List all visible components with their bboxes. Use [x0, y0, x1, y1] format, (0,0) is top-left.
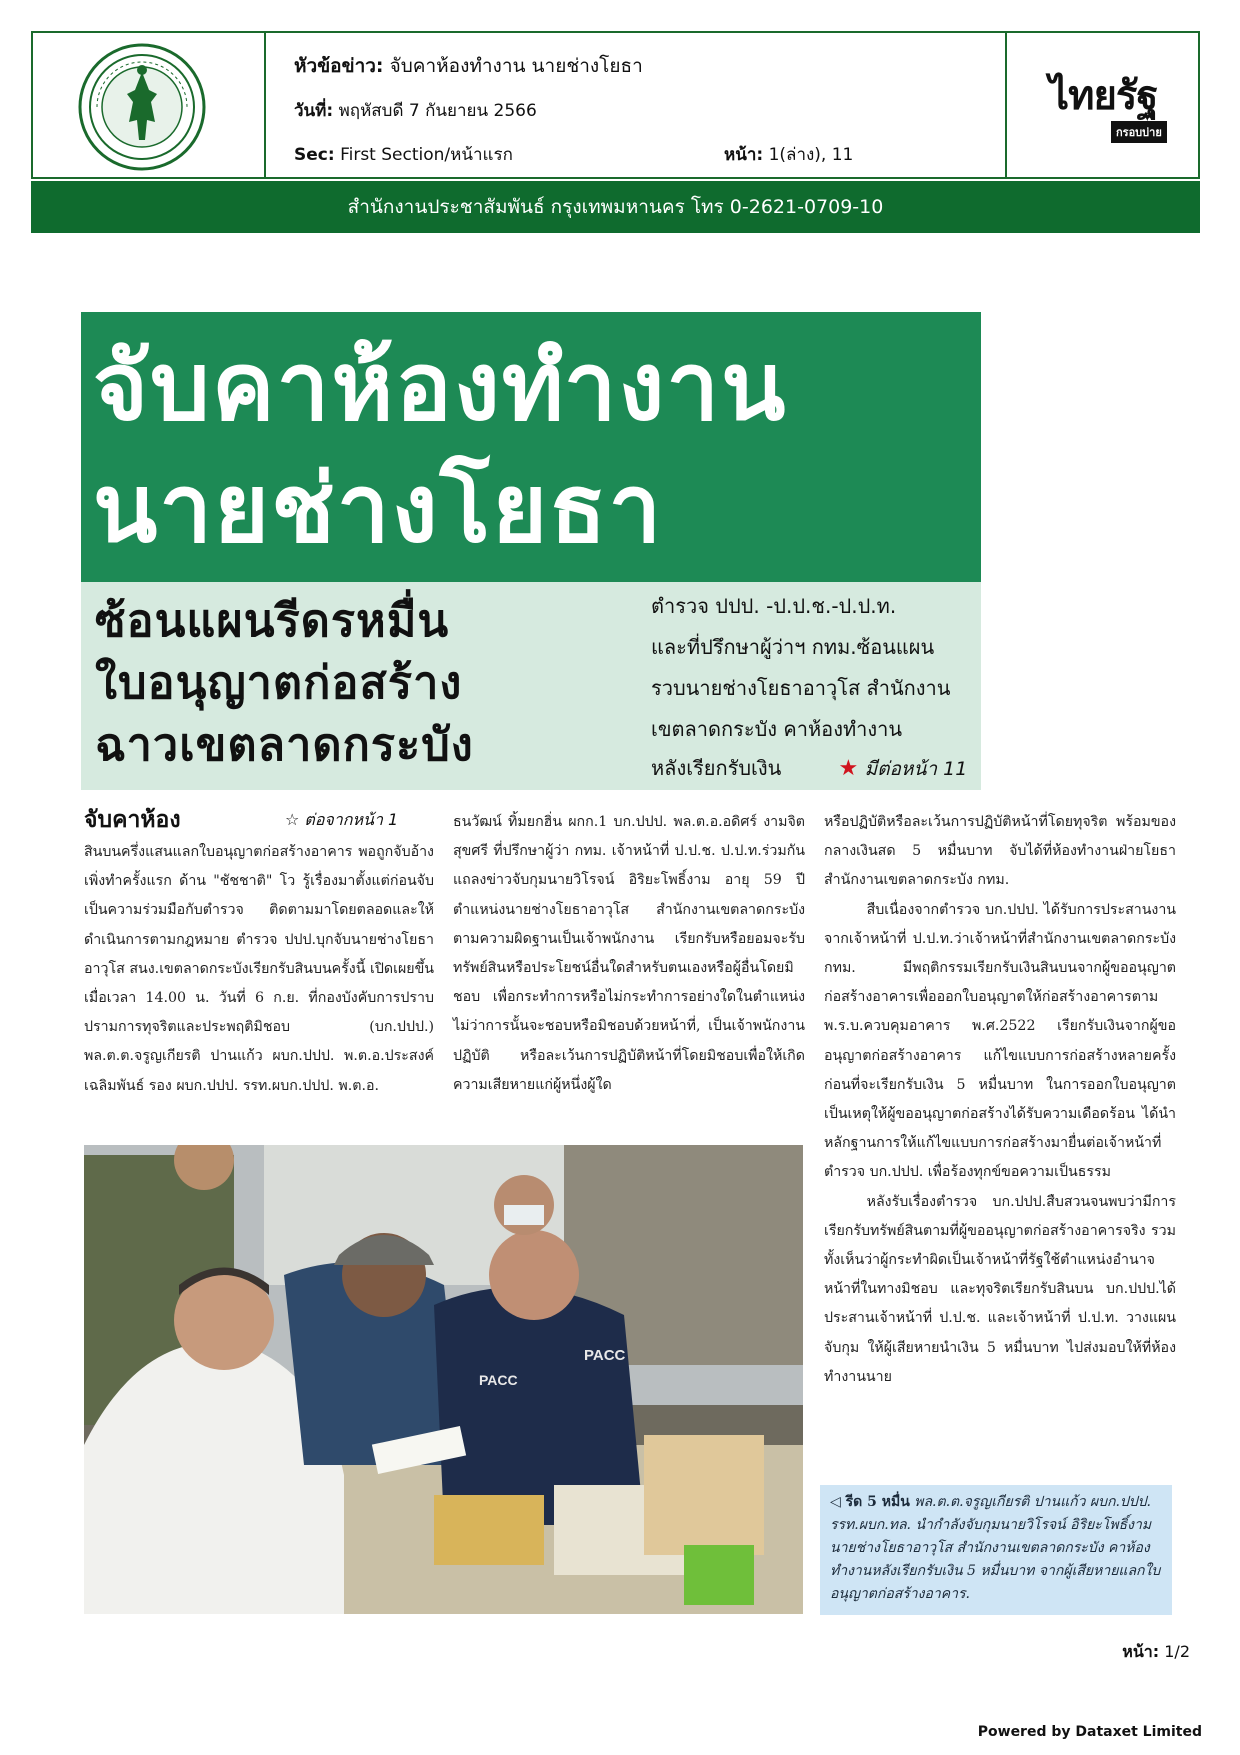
news-header [31, 31, 1200, 179]
caption-lead: ◁ รีด 5 หมื่น [830, 1494, 910, 1510]
subheadline-block [81, 582, 981, 790]
news-photo [84, 1145, 803, 1614]
section-line: Sec: First Section/หน้าแรก [294, 145, 513, 165]
lead-line-1: ตำรวจ ปปป. -ป.ป.ช.-ป.ป.ท. [651, 594, 897, 618]
lead-line-3: รวบนายช่างโยธาอาวุโส สำนักงาน [651, 676, 951, 700]
headline-block [81, 312, 981, 582]
headline-line-2: นายช่างโยธา [93, 455, 664, 564]
lead-line-2: และที่ปรึกษาผู้ว่าฯ กทม.ซ้อนแผน [651, 635, 935, 659]
article-paragraph: สินบนครึ่งแสนแลกใบอนุญาตก่อสร้างอาคาร พอถูกจับอ้างเพิ่งทำครั้งแรก ด้าน "ชัชชาติ" โว รู้เรื่องมาตั้งแต่ก่อนจับ เป็นความร่วมมือกับตำรวจ ติดตามมาโดยตลอดและให้ดำเนินการตามกฎหมาย ตำรวจ ปปป.บุกจับนายช่างโยธาอาวุโส สนง.เขตลาดกระบังเรียกรับสินบนครั้งนี้ เปิดเผยขึ้นเมื่อเวลา 14.00 น. วันที่ 6 ก.ย. ที่กองบังคับการปราบปรามการทุจริตและประพฤติมิชอบ (บก.ปปป.) พล.ต.ต.จรูญเกียรติ ปานแก้ว ผบก.ปปป. พ.ต.อ.ประสงค์ เฉลิมพันธ์ รอง ผบก.ปปป. รรท.ผบก.ปปป. พ.ต.อ. [84, 844, 434, 1094]
vest-label: PACC [479, 1372, 518, 1388]
logo-cell [33, 33, 266, 179]
powered-by: Powered by Dataxet Limited [977, 1724, 1202, 1740]
subheadline-3: ฉาวเขตลาดกระบัง [95, 718, 474, 771]
subject-line: หัวข้อข่าว: จับคาห้องทำงาน นายช่างโยธา [294, 55, 643, 77]
column-heading: จับคาห้อง [84, 807, 181, 833]
office-bar: สำนักงานประชาสัมพันธ์ กรุงเทพมหานคร โทร 0-2621-0709-10 [31, 181, 1200, 233]
caption-text: พล.ต.ต.จรูญเกียรติ ปานแก้ว ผบก.ปปป. รรท.ผบก.ทล. นำกำลังจับกุมนายวิโรจน์ อิริยะโพธิ์งาม นายช่างโยธาอาวุโส สำนักงานเขตลาดกระบัง คาห้องทำงานหลังเรียกรับเงิน 5 หมื่นบาท จากผู้เสียหายแลกใบอนุญาตก่อสร้างอาคาร. [830, 1494, 1161, 1602]
subheadline-2: ใบอนุญาตก่อสร้าง [95, 656, 463, 709]
headline-line-1: จับคาห้องทำงาน [93, 333, 788, 442]
vest-label: PACC [584, 1347, 626, 1364]
continued-note: มีต่อหน้า 11 [864, 758, 968, 780]
page-line: หน้า: 1(ล่าง), 11 [724, 145, 854, 165]
article-paragraph: หรือปฏิบัติหรือละเว้นการปฏิบัติหน้าที่โดยทุจริต พร้อมของกลางเงินสด 5 หมื่นบาท จับได้ที่ห้องทำงานฝ่ายโยธา สำนักงานเขตลาดกระบัง กทม. [824, 814, 1176, 889]
thairath-logo: ไทยรัฐ [1049, 73, 1158, 119]
article-paragraph: ธนวัฒน์ ทิ้มยกฮิ่น ผกก.1 บก.ปปป. พล.ต.อ.อดิศร์ งามจิตสุขศรี ที่ปรึกษาผู้ว่า กทม. เจ้าหน้าที่ ป.ป.ช. ป.ป.ท.ร่วมกันแถลงข่าวจับกุมนายวิโรจน์ อิริยะโพธิ์งาม อายุ 59 ปี ตำแหน่งนายช่างโยธาอาวุโส สำนักงานเขตลาดกระบัง ตามความผิดฐานเป็นเจ้าพนักงาน เรียกรับหรือยอมจะรับทรัพย์สินหรือประโยชน์อื่นใดสำหรับตนเองหรือผู้อื่นโดยมิชอบ เพื่อกระทำการหรือไม่กระทำการอย่างใดในตำแหน่ง ไม่ว่าการนั้นจะชอบหรือมิชอบด้วยหน้าที่, เป็นเจ้าพนักงานปฏิบัติ หรือละเว้นการปฏิบัติหน้าที่โดยมิชอบเพื่อให้เกิดความเสียหายแก่ผู้หนึ่งผู้ใด [453, 814, 805, 1093]
bma-seal-logo [77, 42, 207, 172]
date-line: วันที่: พฤหัสบดี 7 กันยายน 2566 [294, 101, 537, 121]
article-paragraph: สืบเนื่องจากตำรวจ บก.ปปป. ได้รับการประสานงานจากเจ้าหน้าที่ ป.ป.ท.ว่าเจ้าหน้าที่สำนักงานเขตลาดกระบัง กทม. มีพฤติกรรมเรียกรับเงินสินบนจากผู้ขออนุญาตก่อสร้างอาคารเพื่อออกใบอนุญาตให้ก่อสร้างอาคารตาม พ.ร.บ.ควบคุมอาคาร พ.ศ.2522 เรียกรับเงินจากผู้ขออนุญาตก่อสร้างอาคาร แก้ไขแบบการก่อสร้างหลายครั้งก่อนที่จะเรียกรับเงิน 5 หมื่นบาท ในการออกใบอนุญาต เป็นเหตุให้ผู้ขออนุญาตก่อสร้างได้รับความเดือดร้อน ได้นำหลักฐานการให้แก้ไขแบบการก่อสร้างมายื่นต่อเจ้าหน้าที่ตำรวจ บก.ปปป. เพื่อร้องทุกข์ขอความเป็นธรรม [824, 901, 1176, 1181]
article-column-2 [453, 808, 805, 1100]
edition-tag: กรอบบ่าย [1111, 121, 1167, 143]
star-icon: ★ [838, 756, 859, 781]
photo-caption [820, 1485, 1172, 1615]
article-column-3 [824, 808, 1176, 1392]
header-info [264, 33, 1007, 179]
lead-line-5: หลังเรียกรับเงิน ★ มีต่อหน้า 11 [651, 756, 968, 781]
subheadline-1: ซ้อนแผนรีดรหมื่น [95, 594, 450, 647]
continued-from-note: ☆ ต่อจากหน้า 1 [285, 810, 399, 829]
brand-cell [1005, 33, 1200, 179]
lead-line-4: เขตลาดกระบัง คาห้องทำงาน [651, 717, 903, 741]
article-paragraph: หลังรับเรื่องตำรวจ บก.ปปป.สืบสวนจนพบว่ามีการเรียกรับทรัพย์สินตามที่ผู้ขออนุญาตก่อสร้างอาคารจริง รวมทั้งเห็นว่าผู้กระทำผิดเป็นเจ้าหน้าที่รัฐใช้ตำแหน่งอำนาจหน้าที่ในทางมิชอบ และทุจริตเรียกรับสินบน บก.ปปป.ได้ประสานเจ้าหน้าที่ ป.ป.ช. และเจ้าหน้าที่ ป.ป.ท. วางแผนจับกุม ให้ผู้เสียหายนำเงิน 5 หมื่นบาท ไปส่งมอบให้ที่ห้องทำงานนาย [824, 1193, 1176, 1385]
article-column-1 [84, 838, 434, 1101]
page-number: หน้า: 1/2 [1122, 1642, 1190, 1661]
